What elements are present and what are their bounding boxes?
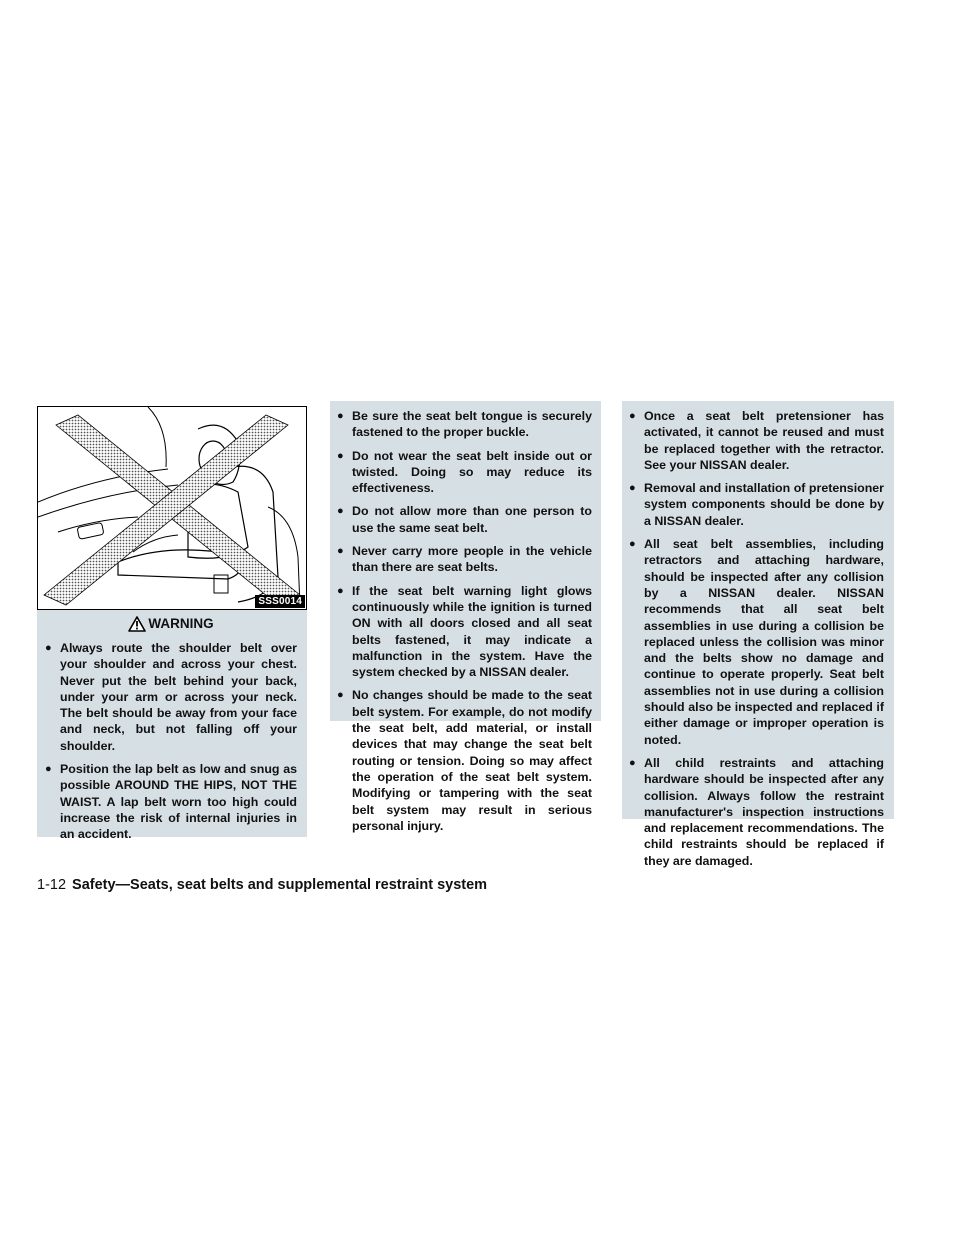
list-item bbox=[629, 755, 884, 869]
list-item-text: Be sure the seat belt tongue is securely fastened to the proper buckle. bbox=[352, 409, 592, 440]
list-item-text: Once a seat belt pretensioner has activated, it cannot be reused and must be replaced together with the retractor. See your NISSAN dealer. bbox=[644, 409, 884, 472]
bullet-icon: ● bbox=[45, 763, 52, 776]
page-number: 1-12 bbox=[37, 877, 67, 893]
warning-triangle-icon bbox=[128, 616, 146, 632]
bullet-icon: ● bbox=[629, 482, 636, 495]
warning-header bbox=[45, 615, 297, 633]
bullet-icon: ● bbox=[629, 538, 636, 551]
list-item bbox=[337, 448, 592, 497]
bullet-icon: ● bbox=[337, 584, 344, 597]
seat-belt-incorrect-use-illustration bbox=[38, 407, 306, 609]
list-item-text: Do not wear the seat belt inside out or twisted. Doing so may reduce its effectiveness. bbox=[352, 448, 592, 496]
figure-code: SSS0014 bbox=[255, 595, 305, 608]
list-item-text: Never carry more people in the vehicle than there are seat belts. bbox=[352, 544, 592, 575]
list-item bbox=[629, 480, 884, 529]
list-item-text: Do not allow more than one person to use the same seat belt. bbox=[352, 504, 592, 535]
bullet-icon: ● bbox=[337, 410, 344, 422]
warning-title: WARNING bbox=[148, 615, 214, 631]
bullet-icon: ● bbox=[629, 756, 636, 769]
list-item-text: Removal and installation of pretensioner system components should be done by a NISSAN dealer. bbox=[644, 481, 884, 528]
bullet-icon: ● bbox=[337, 689, 344, 702]
bullet-icon: ● bbox=[337, 545, 344, 558]
bullet-icon: ● bbox=[45, 642, 52, 654]
warning-panel-column-2 bbox=[330, 401, 601, 833]
list-item-text: All seat belt assemblies, including retractors and attaching hardware, should be inspected after any collision by a NISSAN dealer. NISSAN recommends that all seat belt assemblies in use during a collision be replaced unless the collision was minor and the belts show no damage and continue to operate properly. Seat belt assemblies not in use during a collision should also be inspected and replaced if either damage or improper operation is noted. bbox=[644, 537, 884, 747]
bullet-icon: ● bbox=[337, 449, 344, 462]
bullet-icon: ● bbox=[337, 505, 344, 518]
list-item bbox=[337, 543, 592, 576]
list-item-text: Position the lap belt as low and snug as possible AROUND THE HIPS, NOT THE WAIST. A lap belt worn too high could increase the risk of internal injuries in an accident. bbox=[60, 762, 297, 842]
list-item bbox=[337, 687, 592, 834]
warning-panel-column-3 bbox=[622, 401, 894, 868]
list-item bbox=[629, 408, 884, 473]
list-item bbox=[337, 408, 592, 441]
list-item bbox=[45, 761, 297, 842]
warning-panel-column-1 bbox=[37, 610, 307, 842]
list-item bbox=[337, 503, 592, 536]
list-item bbox=[337, 583, 592, 681]
list-item-text: Always route the shoulder belt over your shoulder and across your chest. Never put the belt behind your back, under your arm or across your neck. The belt should be away from your face and neck, but not falling off your shoulder. bbox=[60, 641, 297, 753]
list-item-text: If the seat belt warning light glows continuously while the ignition is turned ON with all doors closed and all seat belts fastened, it may indicate a malfunction in the system. Have the system checked by a NISSAN dealer. bbox=[352, 583, 592, 680]
section-title: Safety—Seats, seat belts and supplemental restraint system bbox=[72, 877, 488, 893]
list-item-text: All child restraints and attaching hardware should be inspected after any collision. Always follow the restraint manufacturer's inspection instructions and replacement recommendations. The child restraints should be replaced if they are damaged. bbox=[644, 755, 884, 868]
list-item bbox=[629, 536, 884, 748]
bullet-icon: ● bbox=[629, 410, 636, 422]
list-item-text: No changes should be made to the seat belt system. For example, do not modify the seat belt, add material, or install devices that may change the seat belt routing or tension. Doing so may affect the operation of the seat belt system. Modifying or tampering with the seat belt system may result in serious personal injury. bbox=[352, 688, 592, 833]
page-footer bbox=[37, 877, 487, 893]
list-item bbox=[45, 640, 297, 754]
seat-belt-illustration bbox=[37, 406, 307, 610]
